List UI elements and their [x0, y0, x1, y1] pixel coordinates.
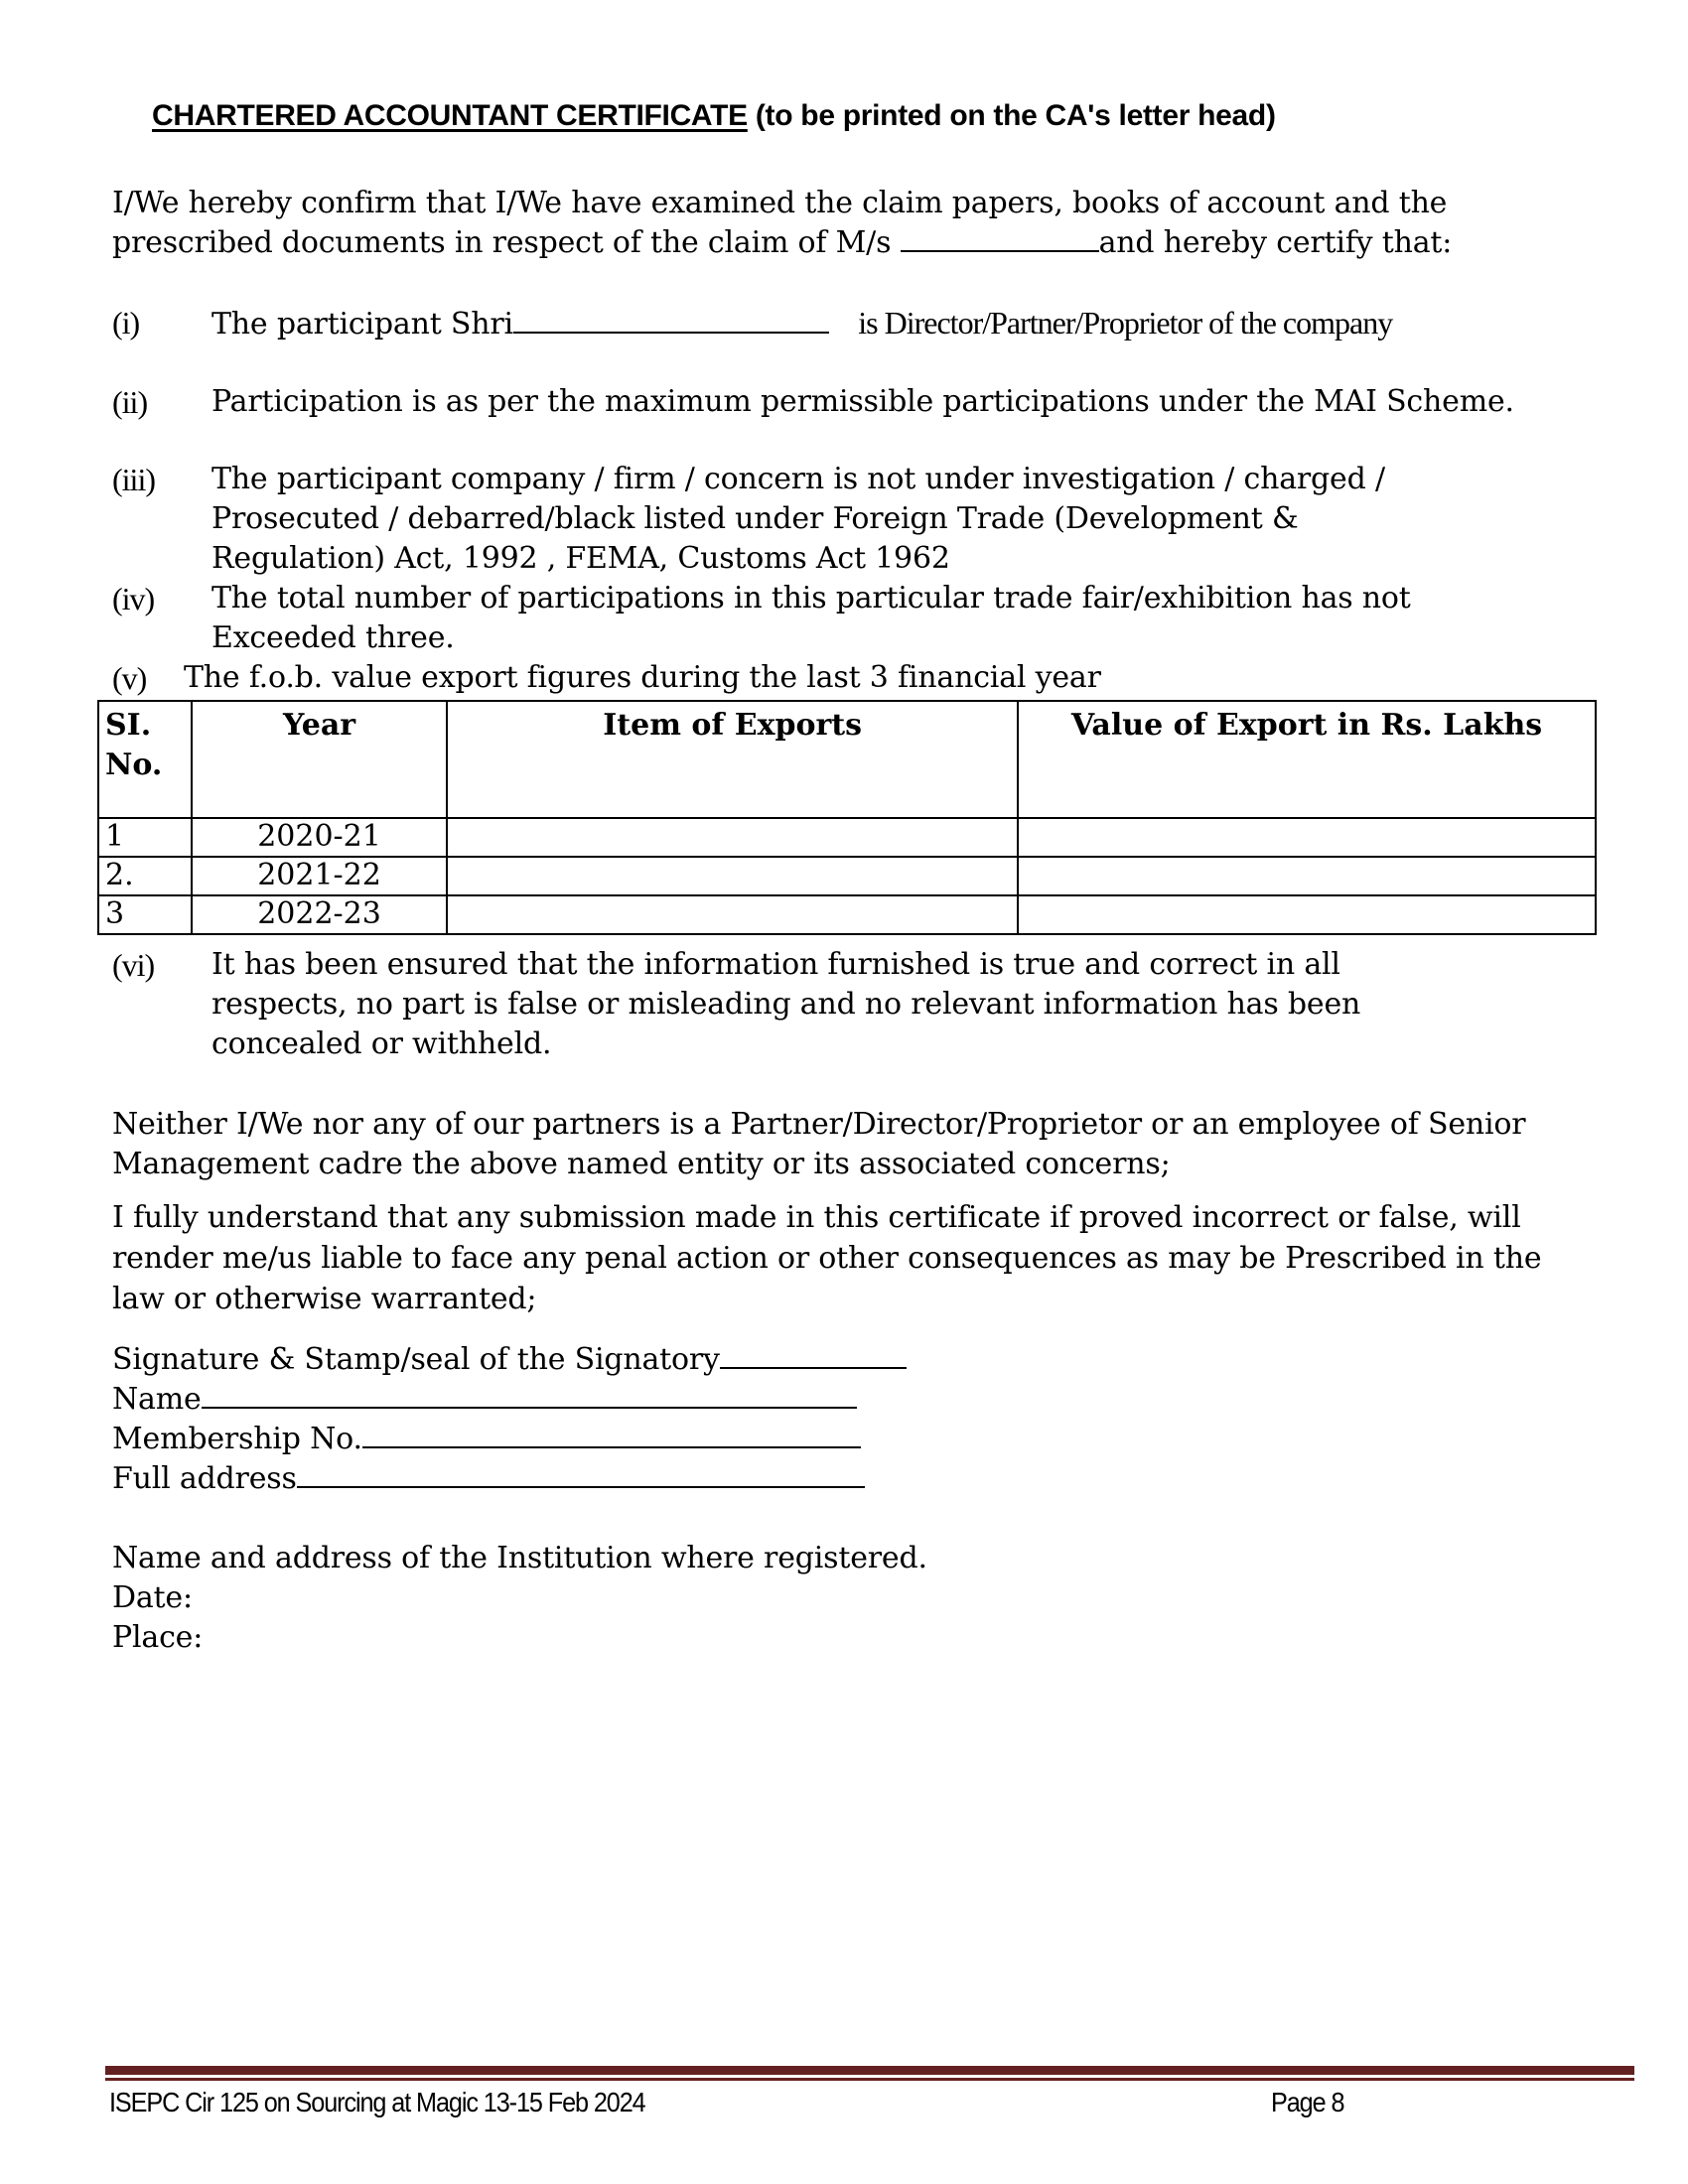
- intro-line-1: I/We hereby confirm that I/We have examined the claim papers, books of account and the: [112, 186, 1448, 220]
- table-row: [98, 895, 1596, 934]
- address-blank[interactable]: [297, 1460, 865, 1488]
- export-figures-table: [97, 700, 1597, 935]
- item-number: (i): [112, 305, 140, 341]
- footer-page-number: Page 8: [1271, 2087, 1344, 2117]
- cell-year: 2020-21: [192, 818, 447, 857]
- certificate-title: CHARTERED ACCOUNTANT CERTIFICATE: [152, 99, 748, 132]
- place-label: Place:: [112, 1620, 204, 1655]
- item-i: [112, 303, 1612, 342]
- column-header-sl-no: SI. No.: [98, 701, 192, 818]
- name-blank[interactable]: [202, 1381, 857, 1409]
- declaration-neither: Neither I/We nor any of our partners is a Partner/Director/Proprietor or an employee of Senior Management cadre the above named entity or its associated concerns;: [112, 1107, 1526, 1181]
- item-iii: (iii) The participant company / firm / concern is not under investigation / charged / Prosecuted / debarred/black listed under Foreign Trade (Development & Regulation) Act, 1992 , FEMA, Customs Act 1962: [112, 462, 1385, 576]
- date-label: Date:: [112, 1580, 193, 1615]
- cell-year: 2022-23: [192, 895, 447, 934]
- table-header-row: [98, 701, 1596, 818]
- item-text: The participant Shri: [211, 307, 513, 341]
- item-v: [112, 658, 1612, 698]
- cell-value[interactable]: [1018, 818, 1596, 857]
- cell-value[interactable]: [1018, 895, 1596, 934]
- intro-paragraph: [112, 184, 1602, 263]
- table-row: [98, 857, 1596, 895]
- item-number: (v): [112, 660, 147, 696]
- cell-sl: 2.: [98, 857, 192, 895]
- certificate-subtitle: (to be printed on the CA's letter head): [747, 99, 1276, 132]
- footer-circular-info: ISEPC Cir 125 on Sourcing at Magic 13-15 Feb 2024: [109, 2087, 645, 2117]
- page-title: [152, 99, 1276, 133]
- address-line: Full address: [112, 1459, 865, 1499]
- footer-divider-thick: [105, 2066, 1634, 2075]
- cell-sl: 3: [98, 895, 192, 934]
- column-header-item: Item of Exports: [447, 701, 1018, 818]
- item-vi: (vi) It has been ensured that the information furnished is true and correct in all respects, no part is false or misleading and no relevant information has been concealed or withheld.: [112, 947, 1361, 1061]
- membership-line: Membership No.: [112, 1420, 861, 1459]
- table-row: [98, 818, 1596, 857]
- item-text: The f.o.b. value export figures during the last 3 financial year: [184, 660, 1101, 695]
- item-number: (vi): [112, 947, 155, 983]
- intro-line-2: prescribed documents in respect of the claim of M/s and hereby certify that:: [112, 225, 1453, 260]
- footer-divider-thin: [105, 2078, 1634, 2081]
- cell-item[interactable]: [447, 895, 1018, 934]
- item-ii: [112, 382, 1612, 462]
- item-number: (iii): [112, 462, 155, 497]
- column-header-year: Year: [192, 701, 447, 818]
- cell-value[interactable]: [1018, 857, 1596, 895]
- cell-item[interactable]: [447, 818, 1018, 857]
- signature-blank[interactable]: [720, 1341, 907, 1369]
- item-number: (iv): [112, 581, 155, 616]
- company-name-blank[interactable]: [901, 224, 1099, 252]
- item-text: Participation is as per the maximum permissible participations under the MAI Scheme.: [211, 384, 1514, 419]
- item-iv: (iv) The total number of participations in this particular trade fair/exhibition has not Exceeded three.: [112, 581, 1411, 655]
- cell-year: 2021-22: [192, 857, 447, 895]
- cell-item[interactable]: [447, 857, 1018, 895]
- membership-blank[interactable]: [362, 1421, 861, 1448]
- signature-line: Signature & Stamp/seal of the Signatory: [112, 1340, 907, 1380]
- declaration-understand: I fully understand that any submission made in this certificate if proved incorrect or false, will render me/us liable to face any penal action or other consequences as may be Prescribed in the law or otherwise warranted;: [112, 1200, 1542, 1316]
- item-number: (ii): [112, 384, 148, 420]
- cell-sl: 1: [98, 818, 192, 857]
- column-header-value: Value of Export in Rs. Lakhs: [1018, 701, 1596, 818]
- participant-name-blank[interactable]: [513, 306, 829, 334]
- item-text-suffix: is Director/Partner/Proprietor of the company: [858, 305, 1393, 341]
- name-line: Name: [112, 1380, 857, 1420]
- institution-label: Name and address of the Institution where registered.: [112, 1541, 927, 1575]
